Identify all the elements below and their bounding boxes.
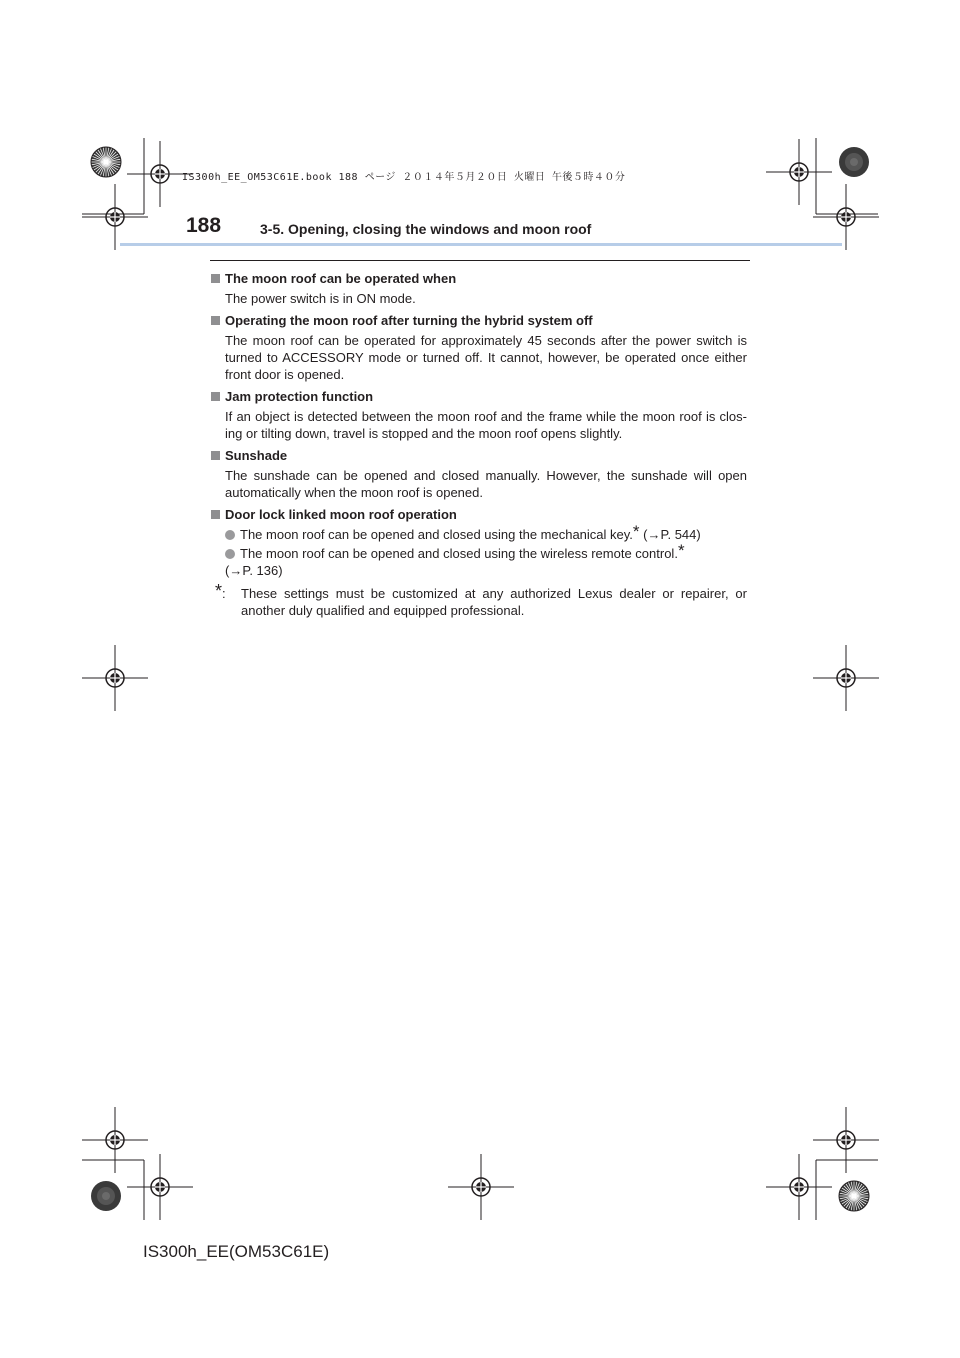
item-moon-roof-operated-when bbox=[211, 268, 747, 307]
item-after-hybrid-off bbox=[211, 310, 747, 383]
item-door-lock-linked bbox=[211, 504, 747, 619]
item-heading: Jam protection function bbox=[225, 388, 374, 404]
item-jam-protection bbox=[211, 386, 747, 442]
item-heading: Door lock linked moon roof operation bbox=[225, 506, 457, 522]
content-rule bbox=[210, 260, 750, 261]
page-number: 188 bbox=[186, 214, 222, 237]
model-code: IS300h_EE(OM53C61E) bbox=[143, 1242, 330, 1261]
square-bullet-icon bbox=[211, 274, 220, 283]
footnote-star: * bbox=[632, 522, 640, 541]
circle-bullet-icon bbox=[225, 530, 235, 540]
item-text: If an object is detected between the moon roof and the frame while the moon roof is clos-ing or tilting down, travel is stopped and the moon roof opens slightly. bbox=[225, 409, 747, 441]
item-heading: The moon roof can be operated when bbox=[225, 270, 457, 286]
circle-bullet-icon bbox=[225, 549, 235, 559]
item-text: The power switch is in ON mode. bbox=[225, 291, 416, 306]
bullet-wireless-remote bbox=[211, 541, 747, 579]
square-bullet-icon bbox=[211, 316, 220, 325]
bullet-mechanical-key bbox=[211, 522, 747, 543]
bullet-text: The moon roof can be opened and closed using the wireless remote control. bbox=[240, 546, 678, 561]
item-heading: Sunshade bbox=[225, 447, 288, 463]
section-title: 3-5. Opening, closing the windows and moon roof bbox=[260, 221, 592, 237]
page-reference-link[interactable]: (→P. 136) bbox=[225, 563, 283, 578]
footnote-colon: : bbox=[222, 586, 226, 601]
item-sunshade bbox=[211, 445, 747, 501]
square-bullet-icon bbox=[211, 451, 220, 460]
footnote-star: * bbox=[677, 541, 685, 560]
footnote bbox=[211, 581, 747, 619]
square-bullet-icon bbox=[211, 392, 220, 401]
content-body bbox=[211, 268, 747, 622]
page-reference-link[interactable]: (→P. 544) bbox=[643, 527, 701, 542]
print-header: IS300h_EE_OM53C61E.book 188 ページ ２０１４年５月２０日 火曜日 午後５時４０分 bbox=[182, 172, 626, 183]
item-text: The sunshade can be opened and closed manually. However, the sunshade will open automatically when the moon roof is opened. bbox=[225, 468, 747, 500]
item-heading: Operating the moon roof after turning the hybrid system off bbox=[225, 312, 593, 328]
header-rule bbox=[120, 243, 842, 246]
bullet-text: The moon roof can be opened and closed using the mechanical key. bbox=[240, 527, 633, 542]
footnote-text: These settings must be customized at any authorized Lexus dealer or repairer, or another duly qualified and equipped professional. bbox=[241, 586, 747, 618]
item-text: The moon roof can be operated for approximately 45 seconds after the power switch is turned to ACCESSORY mode or turned off. It cannot, however, be operated once either front door is opened. bbox=[225, 333, 747, 382]
square-bullet-icon bbox=[211, 510, 220, 519]
footnote-star: * bbox=[215, 581, 223, 601]
